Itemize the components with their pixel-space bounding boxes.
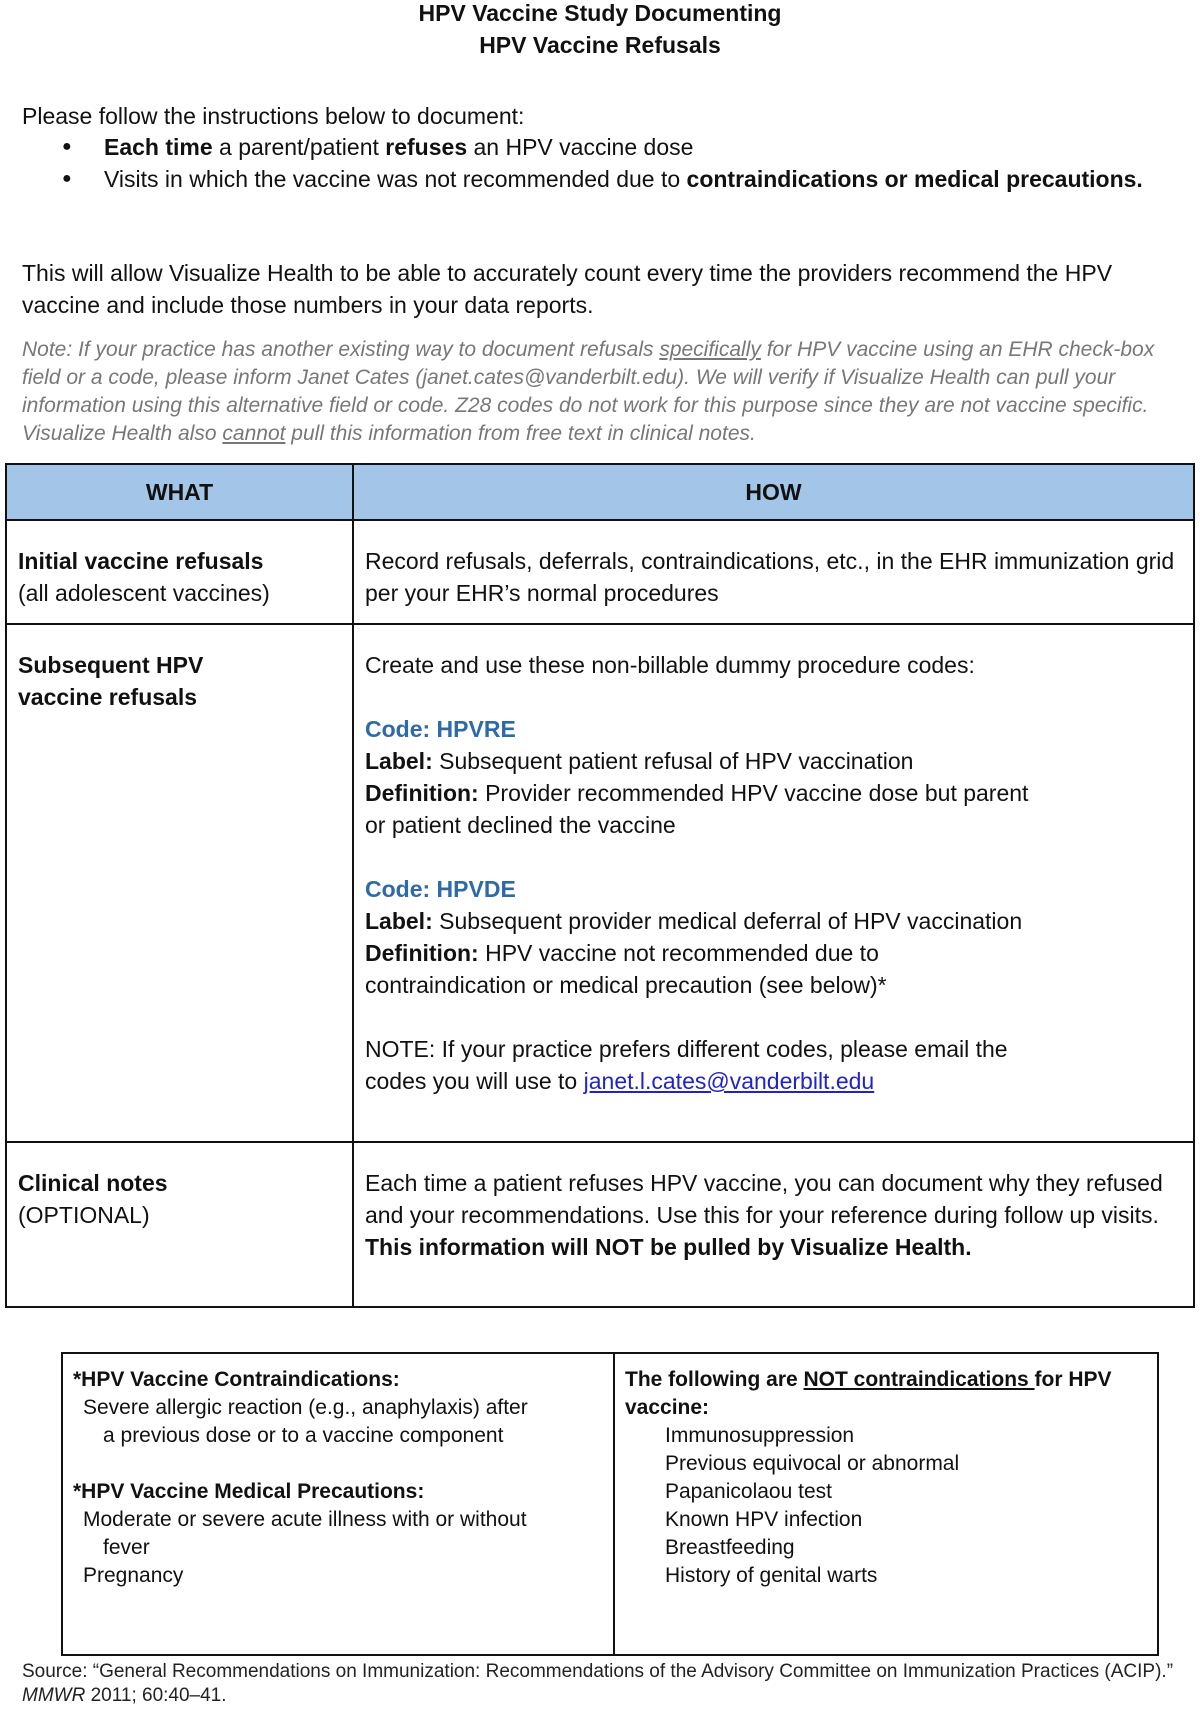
not-contraindications-cell	[614, 1353, 1158, 1655]
list-item: History of genital warts	[665, 1564, 878, 1587]
text: Note: If your practice has another existing way to document refusals	[22, 338, 660, 361]
table-row	[6, 624, 1194, 1142]
how-cell	[353, 1142, 1194, 1307]
table-row	[6, 1142, 1194, 1307]
code-label: Label: Subsequent patient refusal of HPV vaccination	[365, 748, 914, 774]
codes-note: NOTE: If your practice prefers different codes, please email the codes you will use to janet.l.cates@vanderbilt.edu	[365, 1036, 1008, 1094]
how-text: Each time a patient refuses HPV vaccine, you can document why they refused and your recommendations. Use this for your reference during follow up visits.	[365, 1170, 1163, 1228]
email-link[interactable]: janet.l.cates@vanderbilt.edu	[583, 1068, 875, 1094]
instruction-item	[104, 131, 1154, 163]
how-intro: Create and use these non-billable dummy procedure codes:	[365, 652, 975, 678]
list-item: Immunosuppression	[665, 1424, 855, 1447]
text: a parent/patient	[212, 134, 386, 160]
source-citation: Source: “General Recommendations on Immunization: Recommendations of the Advisory Committee on Immunization Practices (ACIP).” MMWR 2011; 60:40–41.	[22, 1661, 1174, 1706]
note-paragraph	[22, 336, 1192, 448]
table-header-row	[6, 464, 1194, 520]
list-item: Known HPV infection	[665, 1508, 863, 1531]
purpose-paragraph: This will allow Visualize Health to be able to accurately count every time the providers recommend the HPV vaccine and include those numbers in your data reports.	[22, 260, 1113, 318]
what-title: Subsequent HPV vaccine refusals	[18, 652, 204, 710]
how-cell	[353, 624, 1194, 1142]
list-item: Moderate or severe acute illness with or without	[83, 1508, 527, 1531]
emphasis: refuses	[385, 134, 468, 160]
what-title: Clinical notes	[18, 1170, 168, 1196]
documentation-table	[5, 463, 1195, 1308]
code-definition: Definition: Provider recommended HPV vaccine dose but parent or patient declined the vaccine	[365, 780, 1029, 838]
code-label: Label: Subsequent provider medical deferral of HPV vaccination	[365, 908, 1023, 934]
what-cell	[6, 624, 353, 1142]
list-item: Previous equivocal or abnormal	[665, 1452, 960, 1475]
intro-lead: Please follow the instructions below to document:	[22, 103, 525, 129]
text: Visits in which the vaccine was not recommended due to	[104, 166, 687, 192]
what-subtitle: (all adolescent vaccines)	[18, 580, 270, 606]
how-emphasis: This information will NOT be pulled by Visualize Health.	[365, 1234, 972, 1260]
what-cell	[6, 520, 353, 624]
list-item: Papanicolaou test	[665, 1480, 832, 1503]
contraindications-box	[61, 1352, 1159, 1656]
table-row	[6, 520, 1194, 624]
instruction-list	[40, 131, 1154, 195]
what-subtitle: (OPTIONAL)	[18, 1202, 150, 1228]
instruction-item	[104, 163, 1154, 195]
emphasis: contraindications or medical precautions.	[686, 166, 1143, 192]
emphasis: Each time	[104, 134, 213, 160]
list-item: Severe allergic reaction (e.g., anaphylaxis) after	[83, 1396, 528, 1419]
what-cell	[6, 1142, 353, 1307]
list-item: Pregnancy	[83, 1564, 184, 1587]
code-hpvde: Code: HPVDE	[365, 876, 516, 902]
emphasis: cannot	[222, 422, 286, 445]
column-header-how: HOW	[353, 464, 1194, 520]
text: pull this information from free text in clinical notes.	[285, 422, 756, 445]
contraindications-cell	[62, 1353, 614, 1655]
what-title: Initial vaccine refusals	[18, 548, 264, 574]
how-cell	[353, 520, 1194, 624]
not-contraindications-title: The following are NOT contraindications for HPV vaccine:	[625, 1368, 1112, 1419]
code-definition: Definition: HPV vaccine not recommended due to contraindication or medical precaution (see below)*	[365, 940, 887, 998]
column-header-what: WHAT	[6, 464, 353, 520]
code-hpvre: Code: HPVRE	[365, 716, 516, 742]
emphasis: specifically	[659, 338, 761, 361]
list-item: fever	[103, 1536, 150, 1559]
text: for HPV vaccine using an EHR check-box field or a code, please inform Janet Cates (janet.cates@vanderbilt.edu). We will verify if Visualize Health can pull your information using this alternative field or code. Z28 codes do not work for this purpose since they are not vaccine specific. Visualize Health also	[22, 338, 1155, 445]
list-item: Breastfeeding	[665, 1536, 795, 1559]
precautions-title: *HPV Vaccine Medical Precautions:	[73, 1480, 425, 1503]
document-subtitle: HPV Vaccine Refusals	[479, 32, 721, 58]
contraindications-title: *HPV Vaccine Contraindications:	[73, 1368, 400, 1391]
list-item: a previous dose or to a vaccine component	[103, 1424, 504, 1447]
document-title: HPV Vaccine Study Documenting	[418, 0, 782, 26]
how-text: Record refusals, deferrals, contraindications, etc., in the EHR immunization grid per your EHR’s normal procedures	[365, 548, 1175, 606]
text: an HPV vaccine dose	[467, 134, 694, 160]
